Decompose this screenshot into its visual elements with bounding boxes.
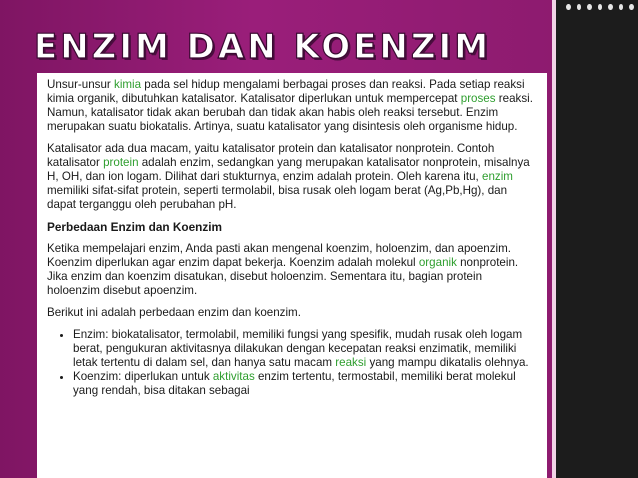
link-reaksi[interactable]: reaksi: [335, 356, 367, 369]
text-span: Enzim: biokatalisator, termolabil, memiliki fungsi yang spesifik, mudah rusak oleh logam berat, pengukuran aktivitasnya dilakukan dengan kecepatan reaksi enzimatik, memiliki letak tertentu di dalam sel, dan hanya satu macam: [73, 328, 523, 369]
link-protein[interactable]: protein: [103, 156, 139, 169]
article-body: [37, 73, 547, 398]
text-span: Katalisator ada dua macam, yaitu katalisator protein dan katalisator nonprotein. Contoh katalisator: [47, 142, 495, 169]
decorative-dots: [566, 3, 634, 11]
dot-icon: [598, 4, 603, 10]
dot-icon: [566, 4, 571, 10]
link-enzim[interactable]: enzim: [482, 170, 513, 183]
section-heading: Perbedaan Enzim dan Koenzim: [47, 220, 223, 234]
text-span: Koenzim: diperlukan untuk: [73, 370, 213, 383]
link-kimia[interactable]: kimia: [114, 78, 142, 91]
dot-icon: [629, 4, 634, 10]
link-organik[interactable]: organik: [418, 256, 457, 269]
text-span: nonprotein. Jika enzim dan koenzim disatukan, disebut holoenzim. Sementara itu, bagian protein holoenzim disebut apoenzim.: [47, 256, 519, 297]
list-item-koenzim: [73, 370, 537, 398]
link-proses[interactable]: proses: [460, 92, 496, 105]
difference-list: [47, 328, 537, 398]
text-span: enzim tertentu, termostabil, memiliki berat molekul yang rendah, bisa ditakan sebagai: [73, 370, 516, 397]
text-span: adalah enzim, sedangkan yang merupakan katalisator nonprotein, misalnya H, OH, dan ion logam. Dilihat dari stukturnya, enzim adalah protein. Oleh karena itu,: [47, 156, 530, 183]
text-span: reaksi. Namun, katalisator tidak akan berubah dan tidak akan habis oleh reaksi tersebut. Enzim merupakan suatu biokatalis. Artinya, suatu katalisator yang disintesis oleh organisme hidup.: [47, 92, 533, 133]
paragraph-katalisator: [47, 142, 537, 212]
text-span: Ketika mempelajari enzim, Anda pasti akan mengenal koenzim, holoenzim, dan apoenzim. Koenzim diperlukan agar enzim dapat bekerja. Koenzim adalah molekul: [47, 242, 512, 269]
paragraph-koenzim: [47, 242, 537, 298]
dot-icon: [619, 4, 624, 10]
link-aktivitas[interactable]: aktivitas: [212, 370, 255, 383]
right-decorative-strip: [556, 0, 638, 478]
content-panel: [37, 73, 547, 478]
list-item-enzim: [73, 328, 537, 370]
paragraph-list-intro: Berikut ini adalah perbedaan enzim dan koenzim.: [47, 306, 301, 319]
dot-icon: [577, 4, 582, 10]
text-span: Unsur-unsur: [47, 78, 115, 91]
slide-title: ENZIM DAN KOENZIM: [34, 27, 492, 67]
dot-icon: [608, 4, 613, 10]
dot-icon: [587, 4, 592, 10]
text-span: yang mampu dikatalis olehnya.: [366, 356, 529, 369]
text-span: memiliki sifat-sifat protein, seperti termolabil, bisa rusak oleh logam berat (Ag,Pb,Hg), dan dapat terganggu oleh perubahan pH.: [47, 184, 508, 211]
text-span: pada sel hidup mengalami berbagai proses dan reaksi. Pada setiap reaksi kimia organik, dibutuhkan katalisator. Katalisator diperlukan untuk mempercepat: [47, 78, 525, 105]
paragraph-intro: [47, 78, 537, 134]
